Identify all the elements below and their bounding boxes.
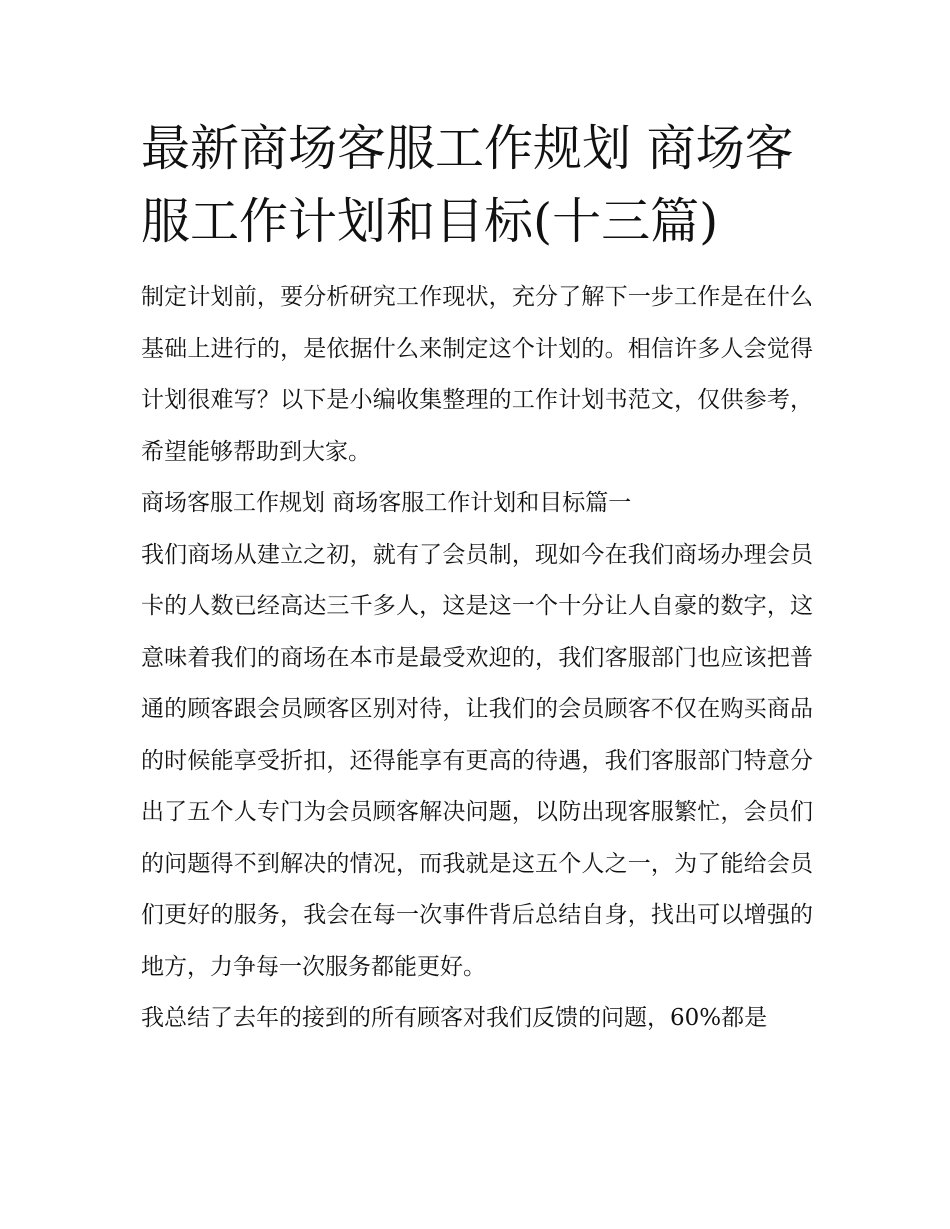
document-page [141, 112, 813, 1045]
section-heading: 商场客服工作规划 商场客服工作计划和目标篇一 [141, 490, 632, 516]
paragraph-body: 我们商场从建立之初，就有了会员制，现如今在我们商场办理会员卡的人数已经高达三千多人，这是这一个十分让人自豪的数字，这意味着我们的商场在本市是最受欢迎的，我们客服部门也应该把普通的顾客跟会员顾客区别对待，让我们的会员顾客不仅在购买商品的时候能享受折扣，还得能享有更高的待遇，我们客服部门特意分出了五个人专门为会员顾客解决问题，以防出现客服繁忙，会员们的问题得不到解决的情况，而我就是这五个人之一，为了能给会员们更好的服务，我会在每一次事件背后总结自身，找出可以增强的地方，力争每一次服务都能更好。 [141, 541, 813, 980]
paragraph-intro: 制定计划前，要分析研究工作现状，充分了解下一步工作是在什么基础上进行的，是依据什么来制定这个计划的。相信许多人会觉得计划很难写？以下是小编收集整理的工作计划书范文，仅供参考，希望能够帮助到大家。 [141, 284, 813, 465]
paragraph-continued: 我总结了去年的接到的所有顾客对我们反馈的问题，60%都是 [141, 1005, 768, 1031]
document-title: 最新商场客服工作规划 商场客服工作计划和目标(十三篇) [141, 120, 794, 250]
